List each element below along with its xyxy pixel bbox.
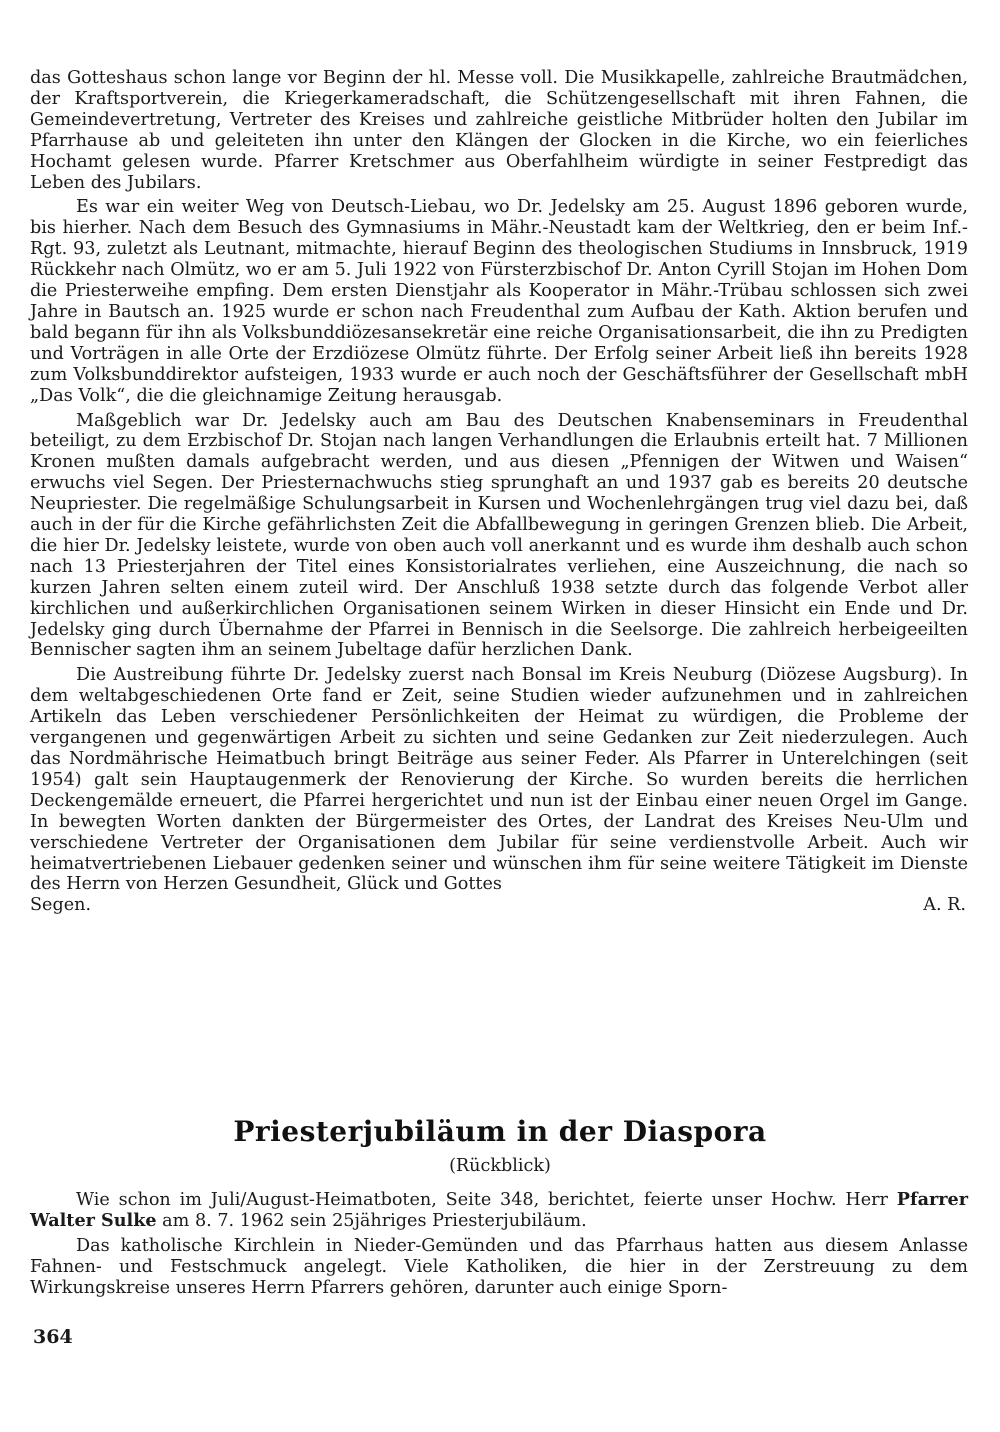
section-paragraph-2: Das katholische Kirchlein in Nieder-Gemünden und das Pfarrhaus hatten aus diesem Anlasse Fahnen- und Festschmuck angelegt. Viele Katholiken, die hier in der Zerstreuung zu dem Wirkungskreise unseres Herrn Pfarrers gehören, darunter auch einige Sporn- — [30, 1235, 968, 1298]
section-paragraph-1 — [30, 1190, 968, 1232]
paragraph-2: Es war ein weiter Weg von Deutsch-Liebau, wo Dr. Jedelsky am 25. August 1896 geboren wurde, bis hierher. Nach dem Besuch des Gymnasiums in Mähr.-Neustadt kam der Weltkrieg, den er beim Inf.-Rgt. 93, zuletzt als Leutnant, mitmachte, hierauf Beginn des theologischen Studiums in Innsbruck, 1919 Rückkehr nach Olmütz, wo er am 5. Juli 1922 von Fürsterzbischof Dr. Anton Cyrill Stojan im Hohen Dom die Priesterweihe empfing. Dem ersten Dienstjahr als Kooperator in Mähr.-Trübau schlossen sich zwei Jahre in Bautsch an. 1925 wurde er schon nach Freudenthal zum Aufbau der Kath. Aktion berufen und bald begann für ihn als Volksbunddiözesansekretär eine reiche Organisationsarbeit, die ihn zu Predigten und Vorträgen in alle Orte der Erzdiözese Olmütz führte. Der Erfolg seiner Arbeit ließ ihn bereits 1928 zum Volksbunddirektor aufsteigen, 1933 wurde er auch noch der Geschäftsführer der Gesellschaft mbH „Das Volk“, die die gleichnamige Zeitung herausgab. — [30, 197, 968, 406]
author-signature: A. R. — [923, 895, 966, 916]
article-continuation — [30, 68, 968, 916]
page-number: 364 — [33, 1326, 73, 1348]
pastor-name: Pfarrer Walter Sulke — [30, 1189, 968, 1231]
closing-line — [30, 895, 968, 916]
section-subtitle: (Rückblick) — [449, 1156, 551, 1176]
section-title: Priesterjubiläum in der Diaspora — [233, 1115, 767, 1148]
section-body — [30, 1190, 968, 1303]
section-paragraph-1-end: am 8. 7. 1962 sein 25jähriges Priesterjubiläum. — [156, 1210, 587, 1231]
paragraph-3: Maßgeblich war Dr. Jedelsky auch am Bau des Deutschen Knabenseminars in Freudenthal beteiligt, zu dem Erzbischof Dr. Stojan nach langen Verhandlungen die Erlaubnis erteilt hat. 7 Millionen Kronen mußten damals aufgebracht werden, und aus diesen „Pfennigen der Witwen und Waisen“ erwuchs viel Segen. Der Priesternachwuchs stieg sprunghaft an und 1937 gab es bereits 20 deutsche Neupriester. Die regelmäßige Schulungsarbeit in Kursen und Wochenlehrgängen trug viel dazu bei, daß auch in der für die Kirche gefährlichsten Zeit die Abfallbewegung in geringen Grenzen blieb. Die Arbeit, die hier Dr. Jedelsky leistete, wurde von oben auch voll anerkannt und es wurde ihm deshalb auch schon nach 13 Priesterjahren der Titel eines Konsistorialrates verliehen, eine Auszeichnung, die nach so kurzen Jahren selten einem zuteil wird. Der Anschluß 1938 setzte durch das folgende Verbot aller kirchlichen und außerkirchlichen Organisationen seinem Wirken in dieser Hinsicht ein Ende und Dr. Jedelsky ging durch Übernahme der Pfarrei in Bennisch in die Seelsorge. Die zahlreich herbeigeeilten Bennischer sagten ihm an seinem Jubeltage dafür herzlichen Dank. — [30, 410, 968, 661]
closing-word: Segen. — [30, 895, 92, 916]
paragraph-1: das Gotteshaus schon lange vor Beginn der hl. Messe voll. Die Musikkapelle, zahlreiche Brautmädchen, der Kraftsportverein, die Kriegerkameradschaft, die Schützengesellschaft mit ihren Fahnen, die Gemeindevertretung, Vertreter des Kreises und zahlreiche geistliche Mitbrüder holten den Jubilar im Pfarrhause ab und geleiteten ihn unter den Klängen der Glocken in die Kirche, wo ein feierliches Hochamt gelesen wurde. Pfarrer Kretschmer aus Oberfahlheim würdigte in seiner Festpredigt das Leben des Jubilars. — [30, 68, 968, 193]
paragraph-4: Die Austreibung führte Dr. Jedelsky zuerst nach Bonsal im Kreis Neuburg (Diözese Augsburg). In dem weltabgeschiedenen Orte fand er Zeit, seine Studien wieder aufzunehmen und in zahlreichen Artikeln das Leben verschiedener Persönlichkeiten der Heimat zu würdigen, die Probleme der vergangenen und gegenwärtigen Arbeit zu sichten und seine Gedanken zur Zeit niederzulegen. Auch das Nordmährische Heimatbuch bringt Beiträge aus seiner Feder. Als Pfarrer in Unterelchingen (seit 1954) galt sein Hauptaugenmerk der Renovierung der Kirche. So wurden bereits die herrlichen Deckengemälde erneuert, die Pfarrei hergerichtet und nun ist der Einbau einer neuen Orgel im Gange. In bewegten Worten dankten der Bürgermeister des Ortes, der Landrat des Kreises Neu-Ulm und verschiedene Vertreter der Organisationen dem Jubilar für seine verdienstvolle Arbeit. Auch wir heimatvertriebenen Liebauer gedenken seiner und wünschen ihm für seine weitere Tätigkeit im Dienste des Herrn von Herzen Gesundheit, Glück und Gottes — [30, 665, 968, 895]
section-paragraph-1-start: Wie schon im Juli/August-Heimatboten, Seite 348, berichtet, feierte unser Hochw. Herr — [76, 1190, 897, 1210]
